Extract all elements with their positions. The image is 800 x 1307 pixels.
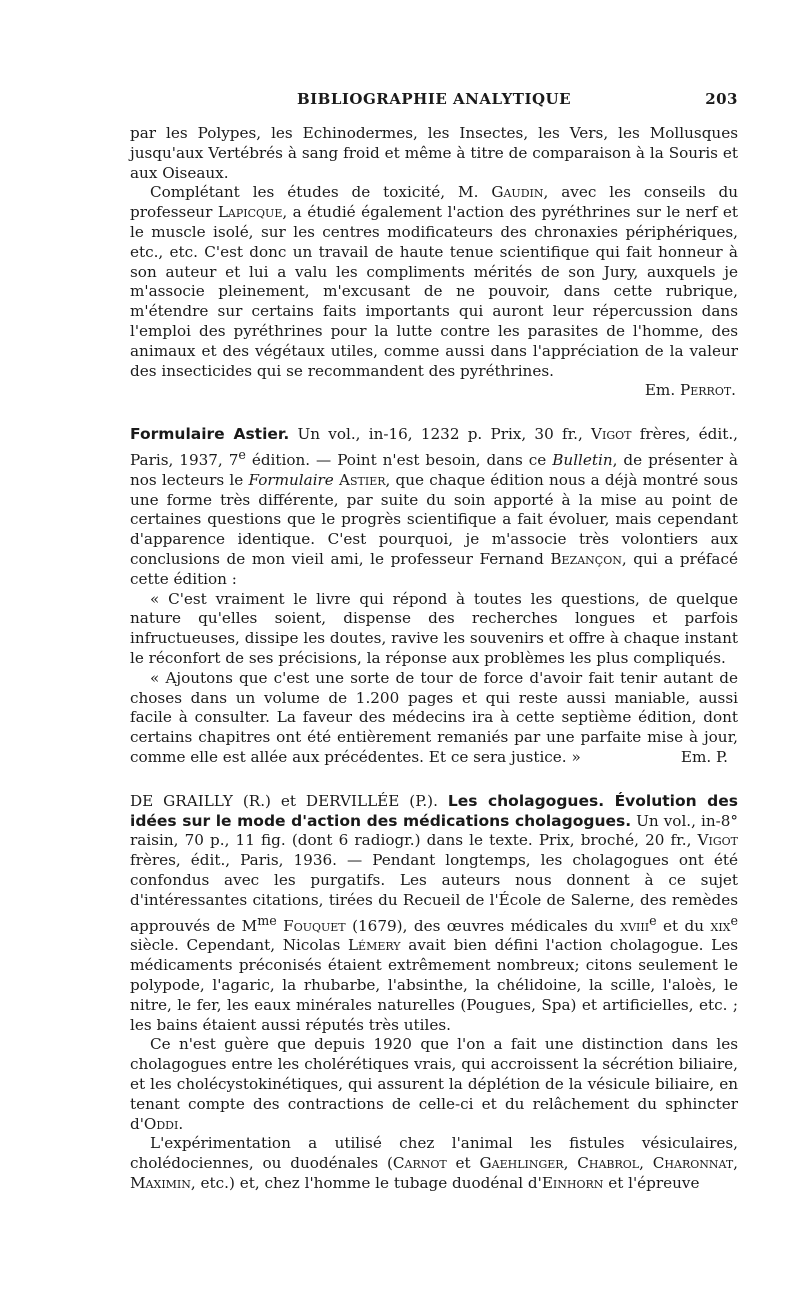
review2-quote-2: « Ajoutons que c'est une sorte de tour de force d'avoir fait tenir autant de choses dans un volume de 1.200 pages et qui reste aussi maniable, aussi facile à consulter. La faveur des médecins ira à cette septième édition, dont certains chapitres ont été entièrement remaniés par une parfaite mise à jour, comme elle est allée aux précédentes. Et ce sera justice. » Em. P. xyxy=(130,668,738,766)
review2-signature: Em. P. xyxy=(680,747,728,766)
running-title: BIBLIOGRAPHIE ANALYTIQUE xyxy=(296,90,572,108)
review1-paragraph-1: par les Polypes, les Echinodermes, les Insectes, les Vers, les Mollusques jusqu'aux Vertébrés à sang froid et même à titre de comparaison à la Souris et aux Oiseaux. xyxy=(130,124,738,182)
review1-signature: Em. Perrot. xyxy=(644,381,736,400)
review3-paragraph-3: L'expérimentation a utilisé chez l'animal les fistules vésiculaires, cholédociennes, ou duodénales (Carnot et Gaehlinger, Chabrol, Charonnat, Maximin, etc.) et, chez l'homme le tubage duodénal d'Einhorn et l'épreuve xyxy=(130,1134,738,1192)
review2-title: Formulaire Astier. xyxy=(130,425,290,444)
page-number: 203 xyxy=(705,90,738,108)
author-name: Lapicque xyxy=(217,203,283,222)
running-header xyxy=(130,90,738,108)
review3-entry: DE GRAILLY (R.) et DERVILLÉE (P.). Les cholagogues. Évolution des idées sur le mode d'action des médications cholagogues. Un vol., in-8° raisin, 70 p., 11 fig. (dont 6 radiogr.) dans le texte. Prix, broché, 20 fr., Vigot frères, édit., Paris, 1936. — Pendant longtemps, les cholagogues ont été confondus avec les purgatifs. Les auteurs nous donnent à ce sujet d'intéressantes citations, tirées du Recueil de l'École de Salerne, des remèdes approuvés de $M^{me}$ Fouquet (1679), des œuvres médicales du xviii$^e$ et du xix$^e$ siècle. Cependant, Nicolas Lémery avait bien défini l'action cholagogue. Les médicaments préconisés étaient extrêmement nombreux; citons seulement le polypode, l'agaric, la rhubarbe, l'absinthe, la chélidoine, la scille, l'aloès, le nitre, le fer, les eaux minérales naturelles (Pougues, Spa) et artificielles, etc. ; les bains étaient aussi réputés très utiles. xyxy=(130,791,739,1034)
author-name: Gaudin xyxy=(491,183,544,202)
review3-paragraph-2: Ce n'est guère que depuis 1920 que l'on a fait une distinction dans les cholagogues entre les cholérétiques vrais, qui accroissent la sécrétion biliaire, et les cholécystokinétiques, qui assurent la déplétion de la vésicule biliaire, en tenant compte des contractions de celle-ci et du relâchement du sphincter d'Oddi. xyxy=(130,1035,738,1133)
review2-entry: Formulaire Astier. Un vol., in-16, 1232 p. Prix, 30 fr., Vigot frères, édit., Paris, 1937, 7e édition. — Point n'est besoin, dans ce Bulletin, de présenter à nos lecteurs le Formulaire Astier, que chaque édition nous a déjà montré sous une forme très différente, par suite du soin apporté à la mise au point de certaines questions que le progrès scientifique a fait évoluer, mais cependant d'apparence identique. C'est pourquoi, je m'associe très volontiers aux conclusions de mon vieil ami, le professeur Fernand Bezançon, qui a préfacé cette édition : xyxy=(130,425,739,588)
review3-title: Les cholagogues. Évolution des idées sur le mode d'action des médications cholagogues. xyxy=(130,791,738,830)
body-text xyxy=(130,124,738,1194)
review3-authors: DE GRAILLY (R.) et DERVILLÉE (P.). xyxy=(130,791,448,810)
review1-paragraph-2: Complétant les études de toxicité, M. Gaudin, avec les conseils du professeur Lapicque, a étudié également l'action des pyréthrines sur le nerf et le muscle isolé, sur les centres modificateurs des chronaxies périphériques, etc., etc. C'est donc un travail de haute tenue scientifique qui fait honneur à son auteur et lui a valu les compliments mérités de son Jury, auxquels je m'associe pleinement, m'excusant de ne pouvoir, dans cette rubrique, m'étendre sur certains faits importants qui auront leur répercussion dans l'emploi des pyréthrines pour la lutte contre les parasites de l'homme, des animaux et des végétaux utiles, comme aussi dans l'appréciation de la valeur des insecticides qui se recommandent des pyréthrines. xyxy=(130,183,738,380)
review2-quote-1: « C'est vraiment le livre qui répond à toutes les questions, de quelque nature qu'elles soient, dispense des recherches longues et parfois infructueuses, dissipe les doutes, ravive les souvenirs et offre à chaque instant le réconfort de ses précisions, la réponse aux problèmes les plus compliqués. xyxy=(130,589,738,667)
